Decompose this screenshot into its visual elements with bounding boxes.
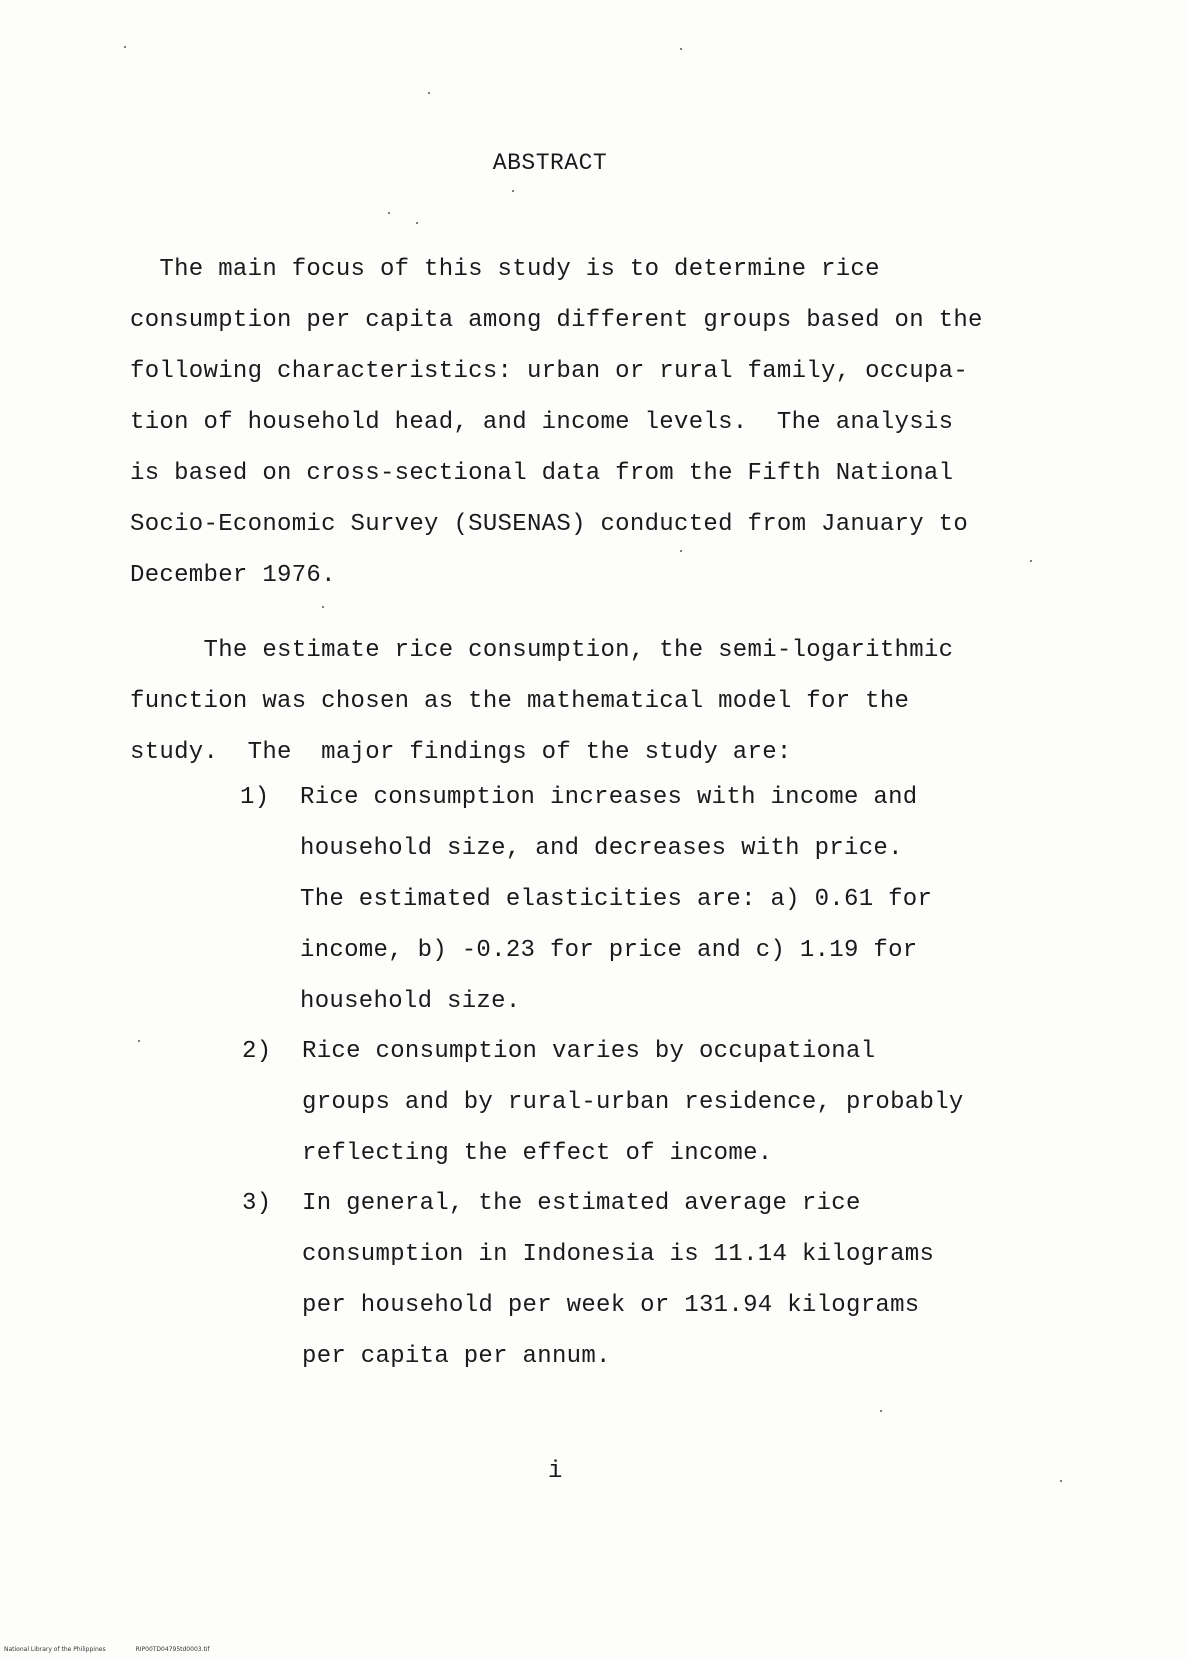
- finding-line: Rice consumption increases with income and: [300, 784, 918, 811]
- finding-line: groups and by rural-urban residence, probably: [302, 1089, 964, 1116]
- paragraph-2: [130, 625, 953, 778]
- abstract-heading: ABSTRACT: [492, 150, 608, 176]
- paragraph-line: tion of household head, and income levels. The analysis: [130, 409, 954, 436]
- scan-speck: [428, 92, 430, 94]
- finding-body: [302, 1178, 934, 1382]
- paragraph-line: consumption per capita among different groups based on the: [130, 307, 983, 334]
- scan-speck: [1060, 1480, 1062, 1482]
- paragraph-line: Socio-Economic Survey (SUSENAS) conducted from January to: [130, 511, 969, 538]
- scan-speck: [680, 48, 682, 50]
- scan-speck: [680, 550, 682, 552]
- scan-speck: [388, 212, 390, 214]
- page-number: i: [548, 1458, 563, 1485]
- finding-line: per household per week or 131.94 kilograms: [302, 1292, 920, 1319]
- finding-line: consumption in Indonesia is 11.14 kilograms: [302, 1241, 935, 1268]
- finding-line: The estimated elasticities are: a) 0.61 for: [300, 886, 933, 913]
- finding-line: Rice consumption varies by occupational: [302, 1038, 876, 1065]
- finding-line: household size, and decreases with price.: [300, 835, 903, 862]
- finding-line: household size.: [300, 988, 521, 1015]
- paragraph-1: [130, 244, 983, 601]
- scan-speck: [416, 222, 418, 224]
- finding-line: per capita per annum.: [302, 1343, 611, 1370]
- scan-speck: [880, 1410, 882, 1412]
- paragraph-line: The main focus of this study is to determine rice: [130, 256, 880, 283]
- scan-speck: [138, 1040, 140, 1042]
- finding-body: [300, 772, 932, 1027]
- paragraph-line: The estimate rice consumption, the semi-logarithmic: [130, 637, 954, 664]
- scan-speck: [512, 190, 514, 192]
- paragraph-line: study. The major findings of the study are:: [130, 739, 792, 766]
- footer-source: National Library of the Philippines: [4, 1646, 106, 1653]
- paragraph-line: following characteristics: urban or rural family, occupa-: [130, 358, 969, 385]
- finding-line: In general, the estimated average rice: [302, 1190, 861, 1217]
- finding-marker: 1): [240, 784, 270, 811]
- scan-speck: [124, 46, 126, 48]
- finding-marker: 2): [242, 1038, 272, 1065]
- finding-marker: 3): [242, 1190, 272, 1217]
- scan-footer: [4, 1646, 240, 1653]
- finding-line: reflecting the effect of income.: [302, 1140, 773, 1167]
- paragraph-line: function was chosen as the mathematical model for the: [130, 688, 910, 715]
- scan-speck: [322, 606, 324, 608]
- paragraph-line: is based on cross-sectional data from the Fifth National: [130, 460, 954, 487]
- finding-body: [302, 1026, 964, 1179]
- scan-speck: [1030, 560, 1032, 562]
- paragraph-line: December 1976.: [130, 562, 336, 589]
- finding-line: income, b) -0.23 for price and c) 1.19 for: [300, 937, 918, 964]
- footer-file: RIP00TD04795td0003.tif: [135, 1646, 210, 1653]
